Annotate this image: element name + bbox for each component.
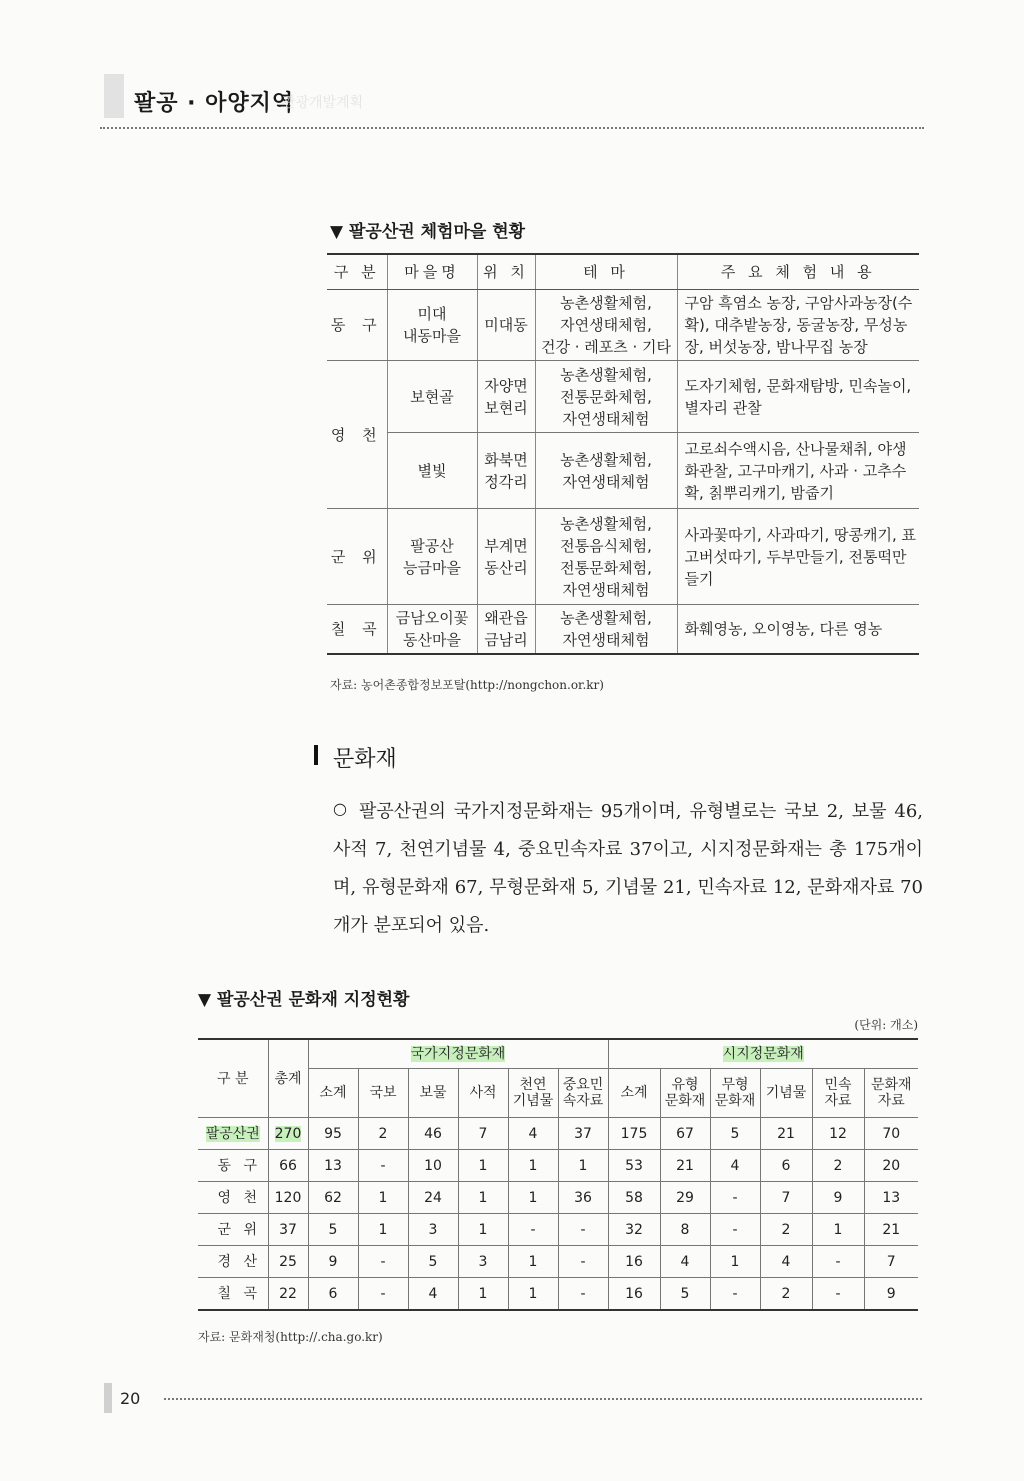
cell-value: 2 bbox=[378, 1125, 388, 1142]
cell-value: 53 bbox=[625, 1157, 643, 1174]
region-name: 군 위 bbox=[217, 1221, 261, 1238]
value-cell bbox=[308, 1278, 358, 1311]
sub-header-cell: 무형 문화재 bbox=[710, 1069, 760, 1118]
value-cell bbox=[308, 1214, 358, 1246]
value-cell bbox=[760, 1246, 812, 1278]
value-cell bbox=[710, 1150, 760, 1182]
cell-value: 7 bbox=[781, 1189, 791, 1206]
value-cell bbox=[508, 1246, 558, 1278]
header-village: 마을명 bbox=[387, 254, 477, 290]
theme-cell: 농촌생활체험, 자연생태체험 bbox=[535, 605, 677, 655]
value-cell bbox=[558, 1182, 608, 1214]
header-national-heritage bbox=[308, 1039, 608, 1069]
value-cell bbox=[408, 1278, 458, 1311]
value-cell bbox=[508, 1214, 558, 1246]
table-row bbox=[198, 1246, 918, 1278]
value-cell bbox=[608, 1182, 660, 1214]
table1-source: 자료: 농어촌종합정보포탈(http://nongchon.or.kr) bbox=[330, 678, 604, 692]
region-name-cell bbox=[198, 1214, 268, 1246]
location-cell: 자양면 보현리 bbox=[477, 361, 535, 433]
cell-value: - bbox=[835, 1285, 841, 1302]
cell-value: 36 bbox=[574, 1189, 592, 1206]
sub-header-cell: 국보 bbox=[358, 1069, 408, 1118]
value-cell bbox=[268, 1278, 308, 1311]
cell-value: 7 bbox=[478, 1125, 488, 1142]
cell-value: 4 bbox=[781, 1253, 791, 1270]
value-cell bbox=[558, 1118, 608, 1150]
value-cell bbox=[268, 1150, 308, 1182]
cell-value: 3 bbox=[428, 1221, 438, 1238]
region-cell: 칠 곡 bbox=[327, 605, 387, 655]
value-cell bbox=[812, 1182, 864, 1214]
value-cell bbox=[710, 1278, 760, 1311]
cell-value: 16 bbox=[625, 1285, 643, 1302]
content-cell: 고로쇠수액시음, 산나물채취, 야생화관찰, 고구마캐기, 사과 · 고추수확, 칡뿌리캐기, 밤줍기 bbox=[677, 433, 919, 509]
value-cell bbox=[408, 1150, 458, 1182]
experience-village-table bbox=[327, 253, 919, 655]
group-header-row bbox=[198, 1039, 918, 1069]
region-cell: 동 구 bbox=[327, 290, 387, 361]
value-cell bbox=[812, 1150, 864, 1182]
value-cell bbox=[760, 1278, 812, 1311]
bullet-circle: ○ bbox=[333, 799, 347, 818]
sub-header-cell: 사적 bbox=[458, 1069, 508, 1118]
value-cell bbox=[558, 1150, 608, 1182]
value-cell bbox=[558, 1278, 608, 1311]
value-cell bbox=[760, 1182, 812, 1214]
value-cell bbox=[760, 1214, 812, 1246]
value-cell bbox=[608, 1214, 660, 1246]
value-cell bbox=[864, 1182, 918, 1214]
table-row bbox=[198, 1214, 918, 1246]
cell-value: 70 bbox=[882, 1125, 901, 1142]
value-cell bbox=[358, 1246, 408, 1278]
theme-cell: 농촌생활체험, 전통음식체험, 전통문화체험, 자연생태체험 bbox=[535, 509, 677, 605]
table-header-row bbox=[327, 254, 919, 290]
theme-cell: 농촌생활체험, 자연생태체험 bbox=[535, 433, 677, 509]
content-cell: 사과꽃따기, 사과따기, 땅콩캐기, 표고버섯따기, 두부만들기, 전통떡만들기 bbox=[677, 509, 919, 605]
value-cell bbox=[458, 1118, 508, 1150]
value-cell bbox=[458, 1214, 508, 1246]
region-name: 경 산 bbox=[217, 1253, 261, 1270]
table1-caption: ▼ 팔공산권 체험마을 현황 bbox=[330, 222, 526, 242]
cell-value: 9 bbox=[328, 1253, 338, 1270]
value-cell bbox=[408, 1214, 458, 1246]
region-cell: 군 위 bbox=[327, 509, 387, 605]
value-cell bbox=[864, 1118, 918, 1150]
content-cell: 화훼영농, 오이영농, 다른 영농 bbox=[677, 605, 919, 655]
cell-value: 2 bbox=[833, 1157, 843, 1174]
cell-value: 7 bbox=[886, 1253, 896, 1270]
cell-value: 1 bbox=[478, 1285, 488, 1302]
cell-value: - bbox=[732, 1221, 738, 1238]
footer-divider bbox=[164, 1398, 922, 1400]
value-cell bbox=[812, 1214, 864, 1246]
cell-value: 32 bbox=[625, 1221, 643, 1238]
value-cell bbox=[268, 1246, 308, 1278]
location-cell: 화북면 정각리 bbox=[477, 433, 535, 509]
cell-value: 4 bbox=[528, 1125, 538, 1142]
value-cell bbox=[508, 1182, 558, 1214]
cell-value: 5 bbox=[730, 1125, 740, 1142]
cell-value: 1 bbox=[528, 1157, 538, 1174]
cell-value: 1 bbox=[478, 1189, 488, 1206]
value-cell bbox=[710, 1182, 760, 1214]
cell-value: 4 bbox=[428, 1285, 438, 1302]
value-cell bbox=[760, 1150, 812, 1182]
value-cell bbox=[660, 1118, 710, 1150]
value-cell bbox=[358, 1278, 408, 1311]
value-cell bbox=[268, 1214, 308, 1246]
cell-value: 37 bbox=[279, 1221, 297, 1238]
content-cell: 도자기체험, 문화재탐방, 민속놀이, 별자리 관찰 bbox=[677, 361, 919, 433]
cell-value: 1 bbox=[528, 1285, 538, 1302]
value-cell bbox=[358, 1214, 408, 1246]
national-heritage-label: 국가지정문화재 bbox=[410, 1046, 506, 1062]
location-cell: 미대동 bbox=[477, 290, 535, 361]
table-row bbox=[327, 509, 919, 605]
village-cell: 별빛 bbox=[387, 433, 477, 509]
table-row bbox=[327, 433, 919, 509]
value-cell bbox=[508, 1118, 558, 1150]
cell-value: 270 bbox=[274, 1125, 302, 1142]
value-cell bbox=[408, 1182, 458, 1214]
value-cell bbox=[660, 1150, 710, 1182]
sub-header-cell: 천연 기념물 bbox=[508, 1069, 558, 1118]
table-row bbox=[198, 1118, 918, 1150]
section-marker bbox=[314, 745, 318, 765]
table-row bbox=[327, 361, 919, 433]
region-name: 칠 곡 bbox=[217, 1285, 261, 1302]
cell-value: 1 bbox=[528, 1189, 538, 1206]
village-cell: 보현골 bbox=[387, 361, 477, 433]
value-cell bbox=[458, 1182, 508, 1214]
table2-caption: ▼ 팔공산권 문화재 지정현황 bbox=[198, 990, 410, 1010]
cell-value: 21 bbox=[777, 1125, 795, 1142]
value-cell bbox=[508, 1150, 558, 1182]
header-location: 위 치 bbox=[477, 254, 535, 290]
heritage-designation-table bbox=[198, 1038, 918, 1311]
table2-unit: (단위: 개소) bbox=[854, 1018, 918, 1032]
value-cell bbox=[660, 1278, 710, 1311]
cell-value: 20 bbox=[882, 1157, 901, 1174]
cell-value: - bbox=[580, 1253, 586, 1270]
table2-source: 자료: 문화재청(http://.cha.go.kr) bbox=[198, 1330, 383, 1344]
value-cell bbox=[308, 1246, 358, 1278]
value-cell bbox=[358, 1118, 408, 1150]
value-cell bbox=[660, 1214, 710, 1246]
cell-value: 5 bbox=[328, 1221, 338, 1238]
value-cell bbox=[308, 1150, 358, 1182]
cell-value: 62 bbox=[324, 1189, 342, 1206]
sub-header-cell: 유형 문화재 bbox=[660, 1069, 710, 1118]
value-cell bbox=[864, 1214, 918, 1246]
region-name: 팔공산권 bbox=[205, 1125, 260, 1142]
value-cell bbox=[812, 1118, 864, 1150]
sub-header-cell: 보물 bbox=[408, 1069, 458, 1118]
value-cell bbox=[308, 1182, 358, 1214]
cell-value: 5 bbox=[428, 1253, 438, 1270]
cell-value: - bbox=[380, 1157, 386, 1174]
value-cell bbox=[558, 1214, 608, 1246]
cell-value: 6 bbox=[328, 1285, 338, 1302]
value-cell bbox=[458, 1278, 508, 1311]
city-heritage-label: 시지정문화재 bbox=[722, 1046, 804, 1062]
village-cell: 팔공산 능금마을 bbox=[387, 509, 477, 605]
cell-value: - bbox=[380, 1253, 386, 1270]
cell-value: 95 bbox=[324, 1125, 342, 1142]
value-cell bbox=[558, 1246, 608, 1278]
sub-header-cell: 소계 bbox=[608, 1069, 660, 1118]
cell-value: 21 bbox=[676, 1157, 694, 1174]
region-cell: 영 천 bbox=[327, 361, 387, 509]
cell-value: 5 bbox=[680, 1285, 690, 1302]
cell-value: 67 bbox=[676, 1125, 694, 1142]
header-city-heritage bbox=[608, 1039, 918, 1069]
cell-value: 9 bbox=[886, 1285, 896, 1302]
value-cell bbox=[458, 1246, 508, 1278]
header-content: 주 요 체 험 내 용 bbox=[677, 254, 919, 290]
table-row bbox=[198, 1150, 918, 1182]
cell-value: 4 bbox=[680, 1253, 690, 1270]
location-cell: 부계면 동산리 bbox=[477, 509, 535, 605]
value-cell bbox=[268, 1182, 308, 1214]
cell-value: 13 bbox=[882, 1189, 901, 1206]
sub-header-cell: 문화재 자료 bbox=[864, 1069, 918, 1118]
value-cell bbox=[408, 1118, 458, 1150]
region-name-cell bbox=[198, 1246, 268, 1278]
cell-value: - bbox=[580, 1221, 586, 1238]
value-cell bbox=[608, 1150, 660, 1182]
region-name: 영 천 bbox=[217, 1189, 261, 1206]
footer-decoration-bar bbox=[104, 1383, 112, 1413]
cell-value: - bbox=[580, 1285, 586, 1302]
cell-value: 1 bbox=[730, 1253, 740, 1270]
value-cell bbox=[660, 1182, 710, 1214]
content-cell: 구암 흑염소 농장, 구암사과농장(수확), 대추밭농장, 동굴농장, 무성농장, 버섯농장, 밤나무집 농장 bbox=[677, 290, 919, 361]
sub-header-cell: 소계 bbox=[308, 1069, 358, 1118]
value-cell bbox=[608, 1278, 660, 1311]
region-name-cell bbox=[198, 1182, 268, 1214]
section-paragraph: 팔공산권의 국가지정문화재는 95개이며, 유형별로는 국보 2, 보물 46, 사적 7, 천연기념물 4, 중요민속자료 37이고, 시지정문화재는 총 175개이며, 유형문화재 67, 무형문화재 5, 기념물 21, 민속자료 12, 문화재자료 70개가 분포되어 있음. bbox=[333, 801, 923, 936]
theme-cell: 농촌생활체험, 자연생태체험, 건강 · 레포츠 · 기타 bbox=[535, 290, 677, 361]
value-cell bbox=[608, 1118, 660, 1150]
value-cell bbox=[710, 1246, 760, 1278]
cell-value: 66 bbox=[279, 1157, 297, 1174]
cell-value: 8 bbox=[680, 1221, 690, 1238]
village-cell: 금남오이꽃 동산마을 bbox=[387, 605, 477, 655]
cell-value: 1 bbox=[378, 1221, 388, 1238]
cell-value: 2 bbox=[781, 1285, 791, 1302]
sub-header-cell: 기념물 bbox=[760, 1069, 812, 1118]
location-cell: 왜관읍 금남리 bbox=[477, 605, 535, 655]
table-row bbox=[198, 1182, 918, 1214]
value-cell bbox=[660, 1246, 710, 1278]
cell-value: 22 bbox=[279, 1285, 297, 1302]
cell-value: 6 bbox=[781, 1157, 791, 1174]
cell-value: 21 bbox=[882, 1221, 901, 1238]
cell-value: - bbox=[380, 1285, 386, 1302]
value-cell bbox=[864, 1278, 918, 1311]
header-division: 구 분 bbox=[327, 254, 387, 290]
cell-value: 1 bbox=[833, 1221, 843, 1238]
cell-value: 4 bbox=[730, 1157, 740, 1174]
cell-value: 120 bbox=[274, 1189, 302, 1206]
header-total: 총계 bbox=[268, 1039, 308, 1118]
value-cell bbox=[710, 1214, 760, 1246]
cell-value: 1 bbox=[578, 1157, 588, 1174]
table-row bbox=[327, 290, 919, 361]
region-name-cell bbox=[198, 1278, 268, 1311]
theme-cell: 농촌생활체험, 전통문화체험, 자연생태체험 bbox=[535, 361, 677, 433]
value-cell bbox=[458, 1150, 508, 1182]
value-cell bbox=[760, 1118, 812, 1150]
cell-value: 46 bbox=[424, 1125, 442, 1142]
cell-value: 1 bbox=[528, 1253, 538, 1270]
cell-value: - bbox=[732, 1189, 738, 1206]
cell-value: 25 bbox=[279, 1253, 297, 1270]
sub-header-cell: 민속 자료 bbox=[812, 1069, 864, 1118]
cell-value: 29 bbox=[676, 1189, 694, 1206]
header-theme: 테 마 bbox=[535, 254, 677, 290]
value-cell bbox=[608, 1246, 660, 1278]
cell-value: 10 bbox=[424, 1157, 442, 1174]
value-cell bbox=[508, 1278, 558, 1311]
value-cell bbox=[812, 1278, 864, 1311]
cell-value: 9 bbox=[833, 1189, 843, 1206]
cell-value: 24 bbox=[424, 1189, 442, 1206]
village-cell: 미대 내동마을 bbox=[387, 290, 477, 361]
value-cell bbox=[268, 1118, 308, 1150]
table-row bbox=[327, 605, 919, 655]
cell-value: 12 bbox=[829, 1125, 847, 1142]
region-name-cell bbox=[198, 1118, 268, 1150]
value-cell bbox=[710, 1118, 760, 1150]
value-cell bbox=[308, 1118, 358, 1150]
region-name-cell bbox=[198, 1150, 268, 1182]
cell-value: 16 bbox=[625, 1253, 643, 1270]
value-cell bbox=[358, 1150, 408, 1182]
cell-value: 13 bbox=[324, 1157, 342, 1174]
cell-value: 1 bbox=[478, 1157, 488, 1174]
cell-value: 1 bbox=[378, 1189, 388, 1206]
table-row bbox=[198, 1278, 918, 1311]
section-title: 문화재 bbox=[333, 747, 397, 772]
cell-value: 1 bbox=[478, 1221, 488, 1238]
value-cell bbox=[864, 1246, 918, 1278]
value-cell bbox=[408, 1246, 458, 1278]
cell-value: 2 bbox=[781, 1221, 791, 1238]
cell-value: - bbox=[732, 1285, 738, 1302]
cell-value: 58 bbox=[625, 1189, 643, 1206]
header-title: 팔공 · 아양지역 bbox=[134, 91, 295, 116]
header-division: 구 분 bbox=[198, 1039, 268, 1118]
header-divider bbox=[100, 127, 924, 129]
cell-value: 3 bbox=[478, 1253, 488, 1270]
value-cell bbox=[812, 1246, 864, 1278]
page-number: 20 bbox=[120, 1389, 141, 1408]
cell-value: 175 bbox=[620, 1125, 648, 1142]
cell-value: 37 bbox=[574, 1125, 592, 1142]
value-cell bbox=[864, 1150, 918, 1182]
header-decoration-bar bbox=[104, 74, 124, 118]
region-name: 동 구 bbox=[217, 1157, 261, 1174]
cell-value: - bbox=[530, 1221, 536, 1238]
cell-value: - bbox=[835, 1253, 841, 1270]
header-faded-text: 관광개발계획 bbox=[282, 95, 364, 111]
value-cell bbox=[358, 1182, 408, 1214]
sub-header-cell: 중요민 속자료 bbox=[558, 1069, 608, 1118]
